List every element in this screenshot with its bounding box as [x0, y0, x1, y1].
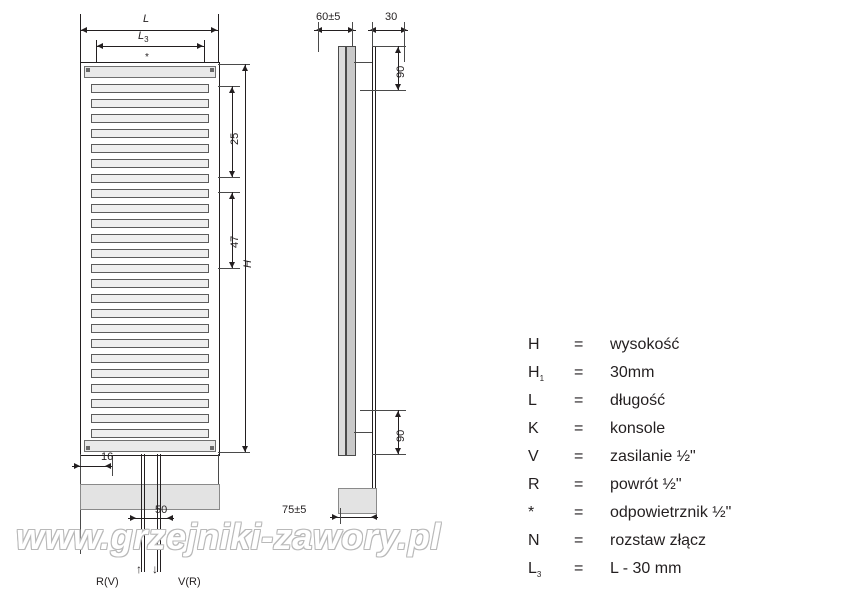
legend-symbol	[528, 532, 574, 551]
legend-equals: =	[574, 420, 584, 437]
dim-label-L3-sub: 3	[144, 35, 149, 45]
tube	[91, 84, 209, 93]
legend-symbol	[528, 560, 574, 579]
top-left-bracket	[86, 68, 90, 72]
dim-line-47	[232, 192, 233, 268]
top-right-bracket	[210, 68, 214, 72]
legend-row	[528, 392, 731, 420]
connector-pipe-left-2	[144, 454, 145, 572]
tube	[91, 384, 209, 393]
flow-arrow-up-icon: ↑	[136, 562, 142, 576]
arrow-25-down	[229, 171, 235, 177]
tube	[91, 309, 209, 318]
arrow-L3-left	[97, 43, 103, 49]
legend-symbol-letter: H	[528, 336, 540, 353]
connector-label-right: V(R)	[178, 576, 201, 588]
legend-symbol	[528, 336, 574, 355]
connector-pipe-left	[141, 454, 142, 572]
legend-text: L - 30 mm	[610, 560, 682, 577]
tube	[91, 339, 209, 348]
tube	[91, 234, 209, 243]
legend-text: wysokość	[610, 336, 680, 353]
tube	[91, 294, 209, 303]
arrow-60-left	[316, 27, 322, 33]
side-profile-manifold	[346, 46, 356, 456]
arrow-47-up	[229, 193, 235, 199]
legend-symbol	[528, 420, 574, 439]
arrow-16-right	[74, 463, 80, 469]
dim-label-16: 16	[101, 451, 114, 463]
ext-line-bot-90-b	[372, 454, 406, 455]
bracket-bottom	[354, 432, 372, 433]
tube	[91, 144, 209, 153]
legend-equals: =	[574, 448, 584, 465]
legend-text: odpowietrznik ½"	[610, 504, 732, 521]
dim-label-top-90: 90	[395, 65, 407, 78]
dim-line-H	[245, 64, 246, 452]
legend-symbol-letter: N	[528, 532, 540, 549]
arrow-H-down	[242, 446, 248, 452]
ext-line-bottom	[218, 452, 250, 453]
tube	[91, 189, 209, 198]
tube	[91, 414, 209, 423]
legend-text: powrót ½"	[610, 476, 682, 493]
connector-label-left: R(V)	[96, 576, 119, 588]
legend-equals: =	[574, 532, 584, 549]
ext-line-top-90-b	[360, 90, 406, 91]
tube	[91, 264, 209, 273]
legend-row	[528, 504, 731, 532]
side-floor-block	[338, 488, 377, 514]
legend-row	[528, 364, 731, 392]
tube	[91, 324, 209, 333]
dim-line-25	[232, 86, 233, 177]
legend-text: długość	[610, 392, 666, 409]
ext-line-left-L	[80, 14, 81, 64]
legend-equals: =	[574, 392, 584, 409]
dim-line-L	[80, 30, 218, 31]
dim-label-75: 75±5	[282, 504, 307, 516]
legend-text: konsole	[610, 420, 666, 437]
legend-row	[528, 420, 731, 448]
top-rail	[84, 66, 216, 78]
dim-label-50: 50	[155, 504, 168, 516]
tube	[91, 174, 209, 183]
dim-label-47: 47	[229, 235, 241, 248]
tube	[91, 354, 209, 363]
tube	[91, 399, 209, 408]
arrow-47-down	[229, 262, 235, 268]
dim-label-L: L	[143, 13, 150, 25]
legend-row	[528, 476, 731, 504]
arrow-50-left	[167, 515, 173, 521]
tube	[91, 159, 209, 168]
ext-line-47-bot	[218, 268, 240, 269]
arrow-H-up	[242, 65, 248, 71]
ext-line-60-left	[318, 22, 319, 52]
vent-marker-asterisk: *	[145, 52, 149, 63]
legend-text: rozstaw złącz	[610, 532, 707, 549]
tube	[91, 99, 209, 108]
legend-symbol	[528, 392, 574, 411]
arrow-bot90-down	[395, 448, 401, 454]
legend-symbol-letter: K	[528, 420, 539, 437]
legend-symbol	[528, 448, 574, 467]
legend-row	[528, 560, 731, 588]
legend-symbol	[528, 364, 574, 383]
arrow-bot90-up	[395, 411, 401, 417]
wall-line-2	[375, 46, 376, 488]
bottom-right-bracket	[210, 446, 214, 450]
legend-text: 30mm	[610, 364, 655, 381]
legend-row	[528, 336, 731, 364]
legend-symbol-letter: L	[528, 392, 537, 409]
legend-text: zasilanie ½"	[610, 448, 696, 465]
dim-line-L3	[96, 46, 204, 47]
bottom-left-bracket	[86, 446, 90, 450]
legend	[528, 336, 731, 588]
dim-label-25: 25	[229, 132, 241, 145]
tube	[91, 369, 209, 378]
tube	[91, 429, 209, 438]
legend-symbol-letter: *	[528, 504, 535, 521]
bracket-top	[354, 62, 372, 63]
arrow-16-left	[105, 463, 111, 469]
legend-symbol	[528, 476, 574, 495]
legend-equals: =	[574, 560, 584, 577]
dim-label-60: 60±5	[316, 11, 341, 23]
legend-symbol-letter: V	[528, 448, 539, 465]
ext-line-75-left	[340, 508, 341, 524]
tube	[91, 204, 209, 213]
arrow-top90-down	[395, 84, 401, 90]
legend-symbol-letter: L	[528, 560, 537, 577]
arrow-75-left	[371, 514, 377, 520]
arrow-75-right	[332, 514, 338, 520]
legend-symbol-letter: R	[528, 476, 540, 493]
flow-arrow-down-icon: ↓	[152, 562, 158, 576]
arrow-L-left	[81, 27, 87, 33]
ext-line-right-L	[218, 14, 219, 64]
legend-equals: =	[574, 364, 584, 381]
floor-block	[80, 484, 220, 510]
arrow-25-up	[229, 87, 235, 93]
ext-line-25-bot	[218, 177, 240, 178]
legend-equals: =	[574, 476, 584, 493]
tube	[91, 114, 209, 123]
dim-label-H: H	[242, 260, 254, 268]
arrow-L-right	[211, 27, 217, 33]
arrow-30-left	[370, 27, 376, 33]
arrow-top90-up	[395, 47, 401, 53]
tube	[91, 219, 209, 228]
tube	[91, 249, 209, 258]
legend-symbol	[528, 504, 574, 523]
legend-row	[528, 532, 731, 560]
arrow-60-right	[348, 27, 354, 33]
legend-symbol-sub: 1	[539, 374, 545, 384]
watermark: www.grzejniki-zawory.pl	[16, 516, 441, 557]
tube	[91, 279, 209, 288]
radiator-front-body	[80, 62, 220, 456]
legend-equals: =	[574, 504, 584, 521]
dim-label-30: 30	[385, 11, 398, 23]
dim-label-L3	[138, 31, 149, 45]
dim-label-L3-letter: L	[138, 30, 145, 42]
tube	[91, 129, 209, 138]
legend-row	[528, 448, 731, 476]
dim-label-bottom-90: 90	[395, 429, 407, 442]
legend-equals: =	[574, 336, 584, 353]
arrow-50-right	[130, 515, 136, 521]
legend-symbol-letter: H	[528, 364, 540, 381]
arrow-L3-right	[197, 43, 203, 49]
ext-line-30-right	[404, 22, 405, 62]
side-profile-tubes	[338, 46, 346, 456]
legend-symbol-sub: 3	[536, 570, 542, 580]
wall-line	[372, 46, 373, 488]
